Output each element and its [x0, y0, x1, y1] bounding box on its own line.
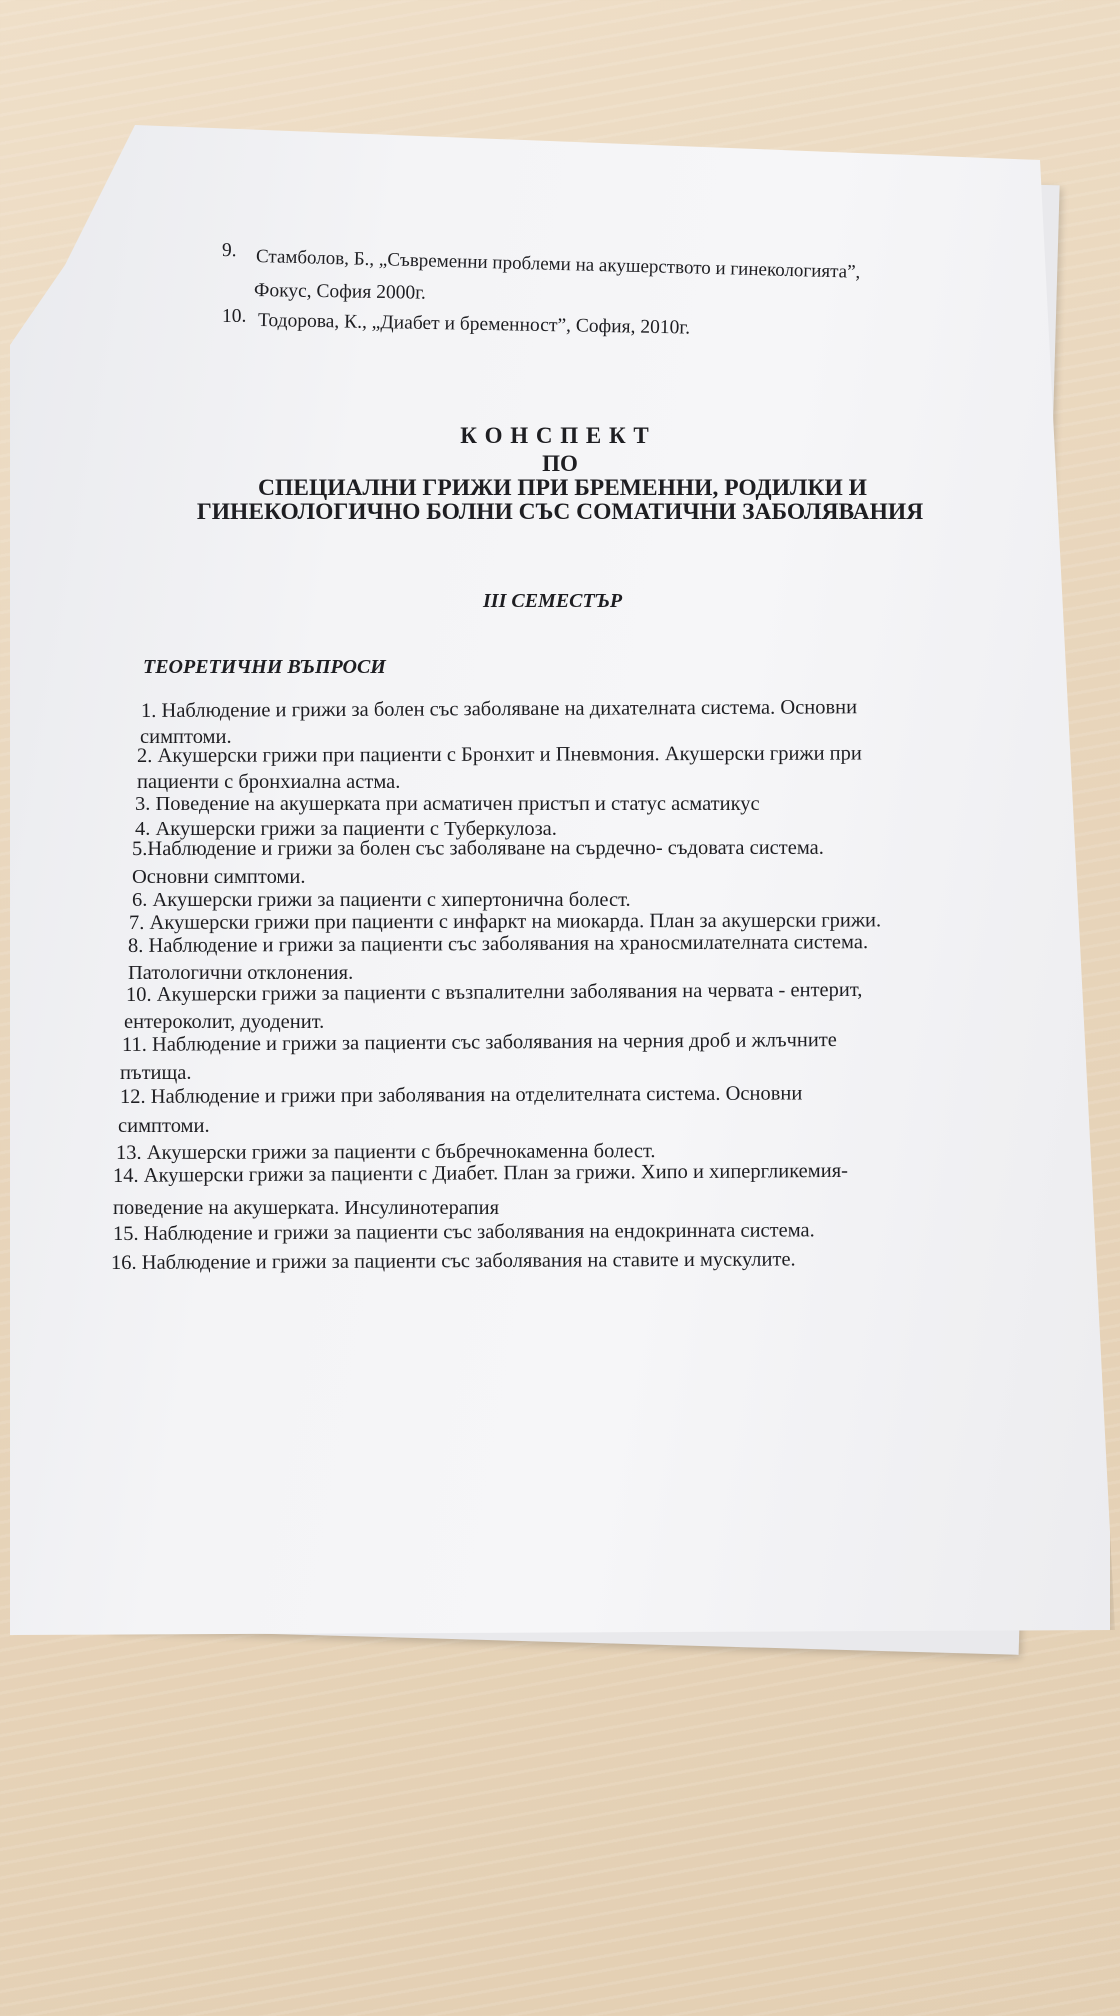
- question-line: 15. Наблюдение и грижи за пациенти със заболявания на ендокринната система.: [112, 1219, 815, 1245]
- question-line: ентероколит, дуоденит.: [124, 1011, 325, 1033]
- ref-9-number: 9.: [221, 240, 237, 262]
- question-line: 13. Акушерски грижи за пациенти с бъбречнокаменна болест.: [115, 1140, 656, 1164]
- question-line: 12. Наблюдение и грижи при заболявания на отделителната система. Основни: [119, 1082, 803, 1108]
- question-line: Патологични отклонения.: [128, 962, 354, 984]
- ref-9-line2: Фокус, София 2000г.: [253, 280, 427, 304]
- question-line: 14. Акушерски грижи за пациенти с Диабет. План за грижи. Хипо и хипергликемия-: [112, 1159, 849, 1187]
- question-line: пациенти с бронхиална астма.: [137, 771, 401, 793]
- question-line: пътища.: [120, 1062, 192, 1084]
- ref-10-number: 10.: [222, 306, 247, 327]
- ref-10-line1: Тодорова, К., „Диабет и бременност”, София, 2010г.: [257, 310, 691, 339]
- question-line: 3. Поведение на акушерката при асматичен пристъп и статус асматикус: [135, 793, 760, 815]
- question-line: поведение на акушерката. Инсулинотерапия: [113, 1197, 500, 1219]
- title-konspekt: К О Н С П Е К Т: [460, 423, 650, 448]
- title-line3: СПЕЦИАЛНИ ГРИЖИ ПРИ БРЕМЕННИ, РОДИЛКИ И: [258, 475, 867, 501]
- semester-label: III СЕМЕСТЪР: [483, 590, 623, 612]
- question-line: 1. Наблюдение и грижи за болен със заболяване на дихателната система. Основни: [140, 696, 858, 722]
- ref-9-line1: Стамболов, Б., „Съвременни проблеми на акушерството и гинекологията”,: [255, 246, 861, 283]
- question-line: 2. Акушерски грижи при пациенти с Бронхит и Пневмония. Акушерски грижи при: [136, 742, 862, 767]
- question-line: Основни симптоми.: [132, 866, 306, 888]
- question-line: 7. Акушерски грижи при пациенти с инфаркт на миокарда. План за акушерски грижи.: [128, 909, 882, 934]
- section-title: ТЕОРЕТИЧНИ ВЪПРОСИ: [143, 656, 386, 678]
- question-line: 10. Акушерски грижи за пациенти с възпалителни заболявания на червата - ентерит,: [125, 978, 863, 1006]
- title-line4: ГИНЕКОЛОГИЧНО БОЛНИ СЪС СОМАТИЧНИ ЗАБОЛЯВАНИЯ: [196, 499, 924, 525]
- question-line: 6. Акушерски грижи за пациенти с хипертонична болест.: [132, 889, 631, 911]
- question-line: 5.Наблюдение и грижи за болен със заболяване на сърдечно- съдовата система.: [131, 836, 824, 860]
- question-line: 11. Наблюдение и грижи за пациенти със заболявания на черния дроб и жлъчните: [121, 1029, 837, 1056]
- question-line: 4. Акушерски грижи за пациенти с Туберкулоза.: [135, 818, 557, 840]
- question-line: 8. Наблюдение и грижи за пациенти със заболявания на храносмилателната система.: [127, 931, 869, 957]
- question-line: симптоми.: [118, 1115, 210, 1137]
- title-po: ПО: [542, 451, 578, 476]
- question-line: симптоми.: [140, 726, 232, 748]
- question-line: 16. Наблюдение и грижи за пациенти със заболявания на ставите и мускулите.: [110, 1248, 796, 1274]
